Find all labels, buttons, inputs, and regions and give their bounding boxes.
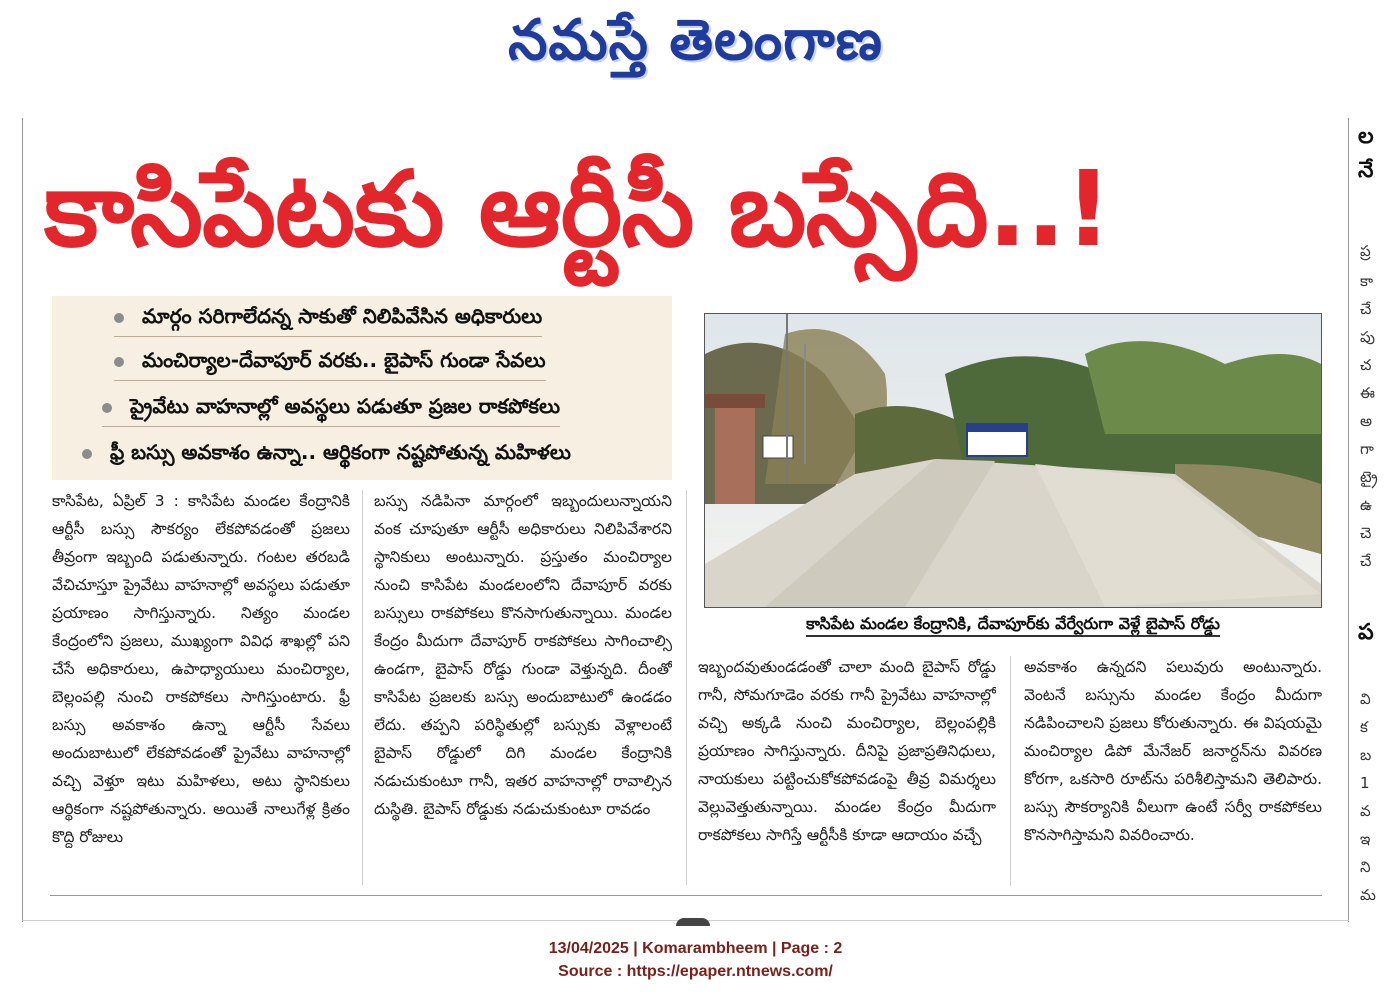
bullet-dot-icon: [102, 403, 112, 413]
side-glyph: చె: [1360, 524, 1372, 542]
side-glyph: చ: [1360, 356, 1372, 374]
adjacent-article-edge: [1354, 120, 1391, 920]
side-glyph: బ: [1360, 746, 1372, 764]
side-glyph: 1: [1360, 774, 1370, 792]
left-column-rule: [22, 118, 23, 922]
side-glyph: అ: [1360, 412, 1373, 430]
side-glyph: ఇ: [1360, 830, 1371, 848]
side-glyph: వ: [1360, 802, 1371, 820]
column-divider: [686, 490, 687, 885]
side-glyph: క: [1360, 718, 1368, 736]
side-glyph: ఈ: [1360, 384, 1375, 402]
side-glyph: ప్ర: [1360, 242, 1371, 260]
article-column-2: బస్సు నడిపినా మార్గంలో ఇబ్బందులున్నాయని వంక చూపుతూ ఆర్టీసీ అధికారులు నిలిపివేశారని స్థానికులు అంటున్నారు. ప్రస్తుతం మంచిర్యాల నుంచి కాసిపేట మండలంలోని దేవాపూర్ వరకు బస్సులు రాకపోకలు కొనసాగుతున్నాయి. మండల కేంద్రం మీదుగా దేవాపూర్ రాకపోకలు సాగించాల్సి ఉండగా, బైపాస్ రోడ్డు గుండా వెళ్తున్నది. దీంతో కాసిపేట ప్రజలకు బస్సు అందుబాటులో ఉండడం లేదు. తప్పని పరిస్థితుల్లో బస్సుకు వెళ్లాలంటే బైపాస్ రోడ్డులో దిగి మండల కేంద్రానికి నడుచుకుంటూ గానీ, ఇతర వాహనాల్లో రావాల్సిన దుస్థితి. బైపాస్ రోడ్డుకు నడుచుకుంటూ రావడం: [374, 492, 672, 818]
side-glyph: చే: [1360, 552, 1372, 570]
road-photo: [704, 313, 1322, 608]
highlight-item: ఫ్రీ బస్సు అవకాశం ఉన్నా.. ఆర్థికంగా నష్టపోతున్న మహిళలు: [82, 432, 571, 472]
side-glyph: ల: [1358, 124, 1374, 149]
footer-source-line[interactable]: Source : https://epaper.ntnews.com/: [558, 963, 833, 980]
column-divider: [1010, 656, 1011, 886]
highlight-item: మంచిర్యాల-దేవాపూర్ వరకు.. బైపాస్ గుండా సేవలు: [114, 340, 546, 381]
side-glyph: ప: [1358, 620, 1374, 645]
bullet-dot-icon: [114, 357, 124, 367]
side-glyph: గా: [1360, 440, 1374, 458]
article-column-3: ఇబ్బందవుతుండడంతో చాలా మంది బైపాస్ రోడ్డు గానీ, సోమగూడెం వరకు గానీ ప్రైవేటు వాహనాల్లో వచ్చి అక్కడి నుంచి మంచిర్యాల, బెల్లంపల్లికి ప్రయాణం సాగిస్తున్నారు. దీనిపై ప్రజాప్రతినిధులు, నాయకులు పట్టించుకోకపోవడంపై తీవ్ర విమర్శలు వెల్లువెత్తుతున్నాయి. మండల కేంద్రం మీదుగా రాకపోకలు సాగిస్తే ఆర్టీసీకి కూడా ఆదాయం వచ్చే: [698, 658, 996, 844]
masthead-title: నమస్తే తెలంగాణ: [508, 8, 883, 73]
side-glyph: వి: [1360, 690, 1371, 708]
highlight-item: ప్రైవేటు వాహనాల్లో అవస్థలు పడుతూ ప్రజల రాకపోకలు: [102, 386, 560, 427]
side-glyph: నే: [1358, 158, 1374, 183]
side-glyph: చే: [1360, 300, 1372, 318]
footer-date-line: 13/04/2025 | Komarambheem | Page : 2: [548, 940, 843, 957]
highlights-box: [52, 296, 672, 480]
highlight-item: మార్గం సరిగాలేదన్న సాకుతో నిలిపివేసిన అధికారులు: [114, 296, 542, 337]
side-glyph: ట్రై: [1360, 468, 1378, 486]
bullet-dot-icon: [114, 313, 124, 323]
side-glyph: పు: [1360, 328, 1375, 346]
right-column-rule: [1348, 118, 1349, 922]
road-photo-icon: [705, 314, 1321, 607]
side-glyph: ఉ: [1360, 496, 1372, 514]
article-bottom-rule: [50, 895, 1322, 896]
column-divider: [362, 490, 363, 885]
article-column-4: అవకాశం ఉన్నదని పలువురు అంటున్నారు. వెంటనే బస్సును మండల కేంద్రం మీదుగా నడిపించాలని ప్రజలు కోరుతున్నారు. ఈ విషయమై మంచిర్యాల డిపో మేనేజర్ జనార్దన్‌ను వివరణ కోరగా, ఒకసారి రూట్‌ను పరిశీలిస్తామని తెలిపారు. బస్సు సౌకర్యానికి వీలుగా ఉంటే సర్వీ రాకపోకలు కొనసాగిస్తామని వివరించారు.: [1024, 658, 1322, 844]
article-headline: కాసిపేటకు ఆర్టీసీ బస్సేది..!: [44, 148, 1112, 270]
ornament-icon: [676, 918, 710, 926]
side-glyph: ని: [1360, 858, 1371, 876]
article-column-1: కాసిపేట, ఏప్రిల్ 3 : కాసిపేట మండల కేంద్రానికి ఆర్టీసీ బస్సు సౌకర్యం లేకపోవడంతో ప్రజలు తీవ్రంగా ఇబ్బంది పడుతున్నారు. గంటల తరబడి వేచిచూస్తూ ప్రైవేటు వాహనాల్లో అవస్థలు పడుతూ ప్రయాణం సాగిస్తున్నారు. నిత్యం మండల కేంద్రంలోని ప్రజలు, ముఖ్యంగా వివిధ శాఖల్లో పని చేసే అధికారులు, ఉపాధ్యాయులు మంచిర్యాల, బెల్లంపల్లి నుంచి రాకపోకలు సాగిస్తుంటారు. ఫ్రీ బస్సు అవకాశం ఉన్నా ఆర్టీసీ సేవలు అందుబాటులో లేకపోవడంతో ప్రైవేటు వాహనాల్లో వచ్చి వెళ్తూ ఇటు మహిళలు, అటు స్థానికులు ఆర్థికంగా నష్టపోతున్నారు. అయితే నాలుగేళ్ల క్రితం కొద్ది రోజులు: [52, 492, 350, 846]
bullet-dot-icon: [82, 449, 92, 459]
photo-caption: కాసిపేట మండల కేంద్రానికి, దేవాపూర్‌కు వేర్వేరుగా వెళ్లే బైపాస్ రోడ్డు: [704, 608, 1322, 640]
side-glyph: కా: [1360, 272, 1374, 290]
side-glyph: మ: [1360, 886, 1376, 904]
